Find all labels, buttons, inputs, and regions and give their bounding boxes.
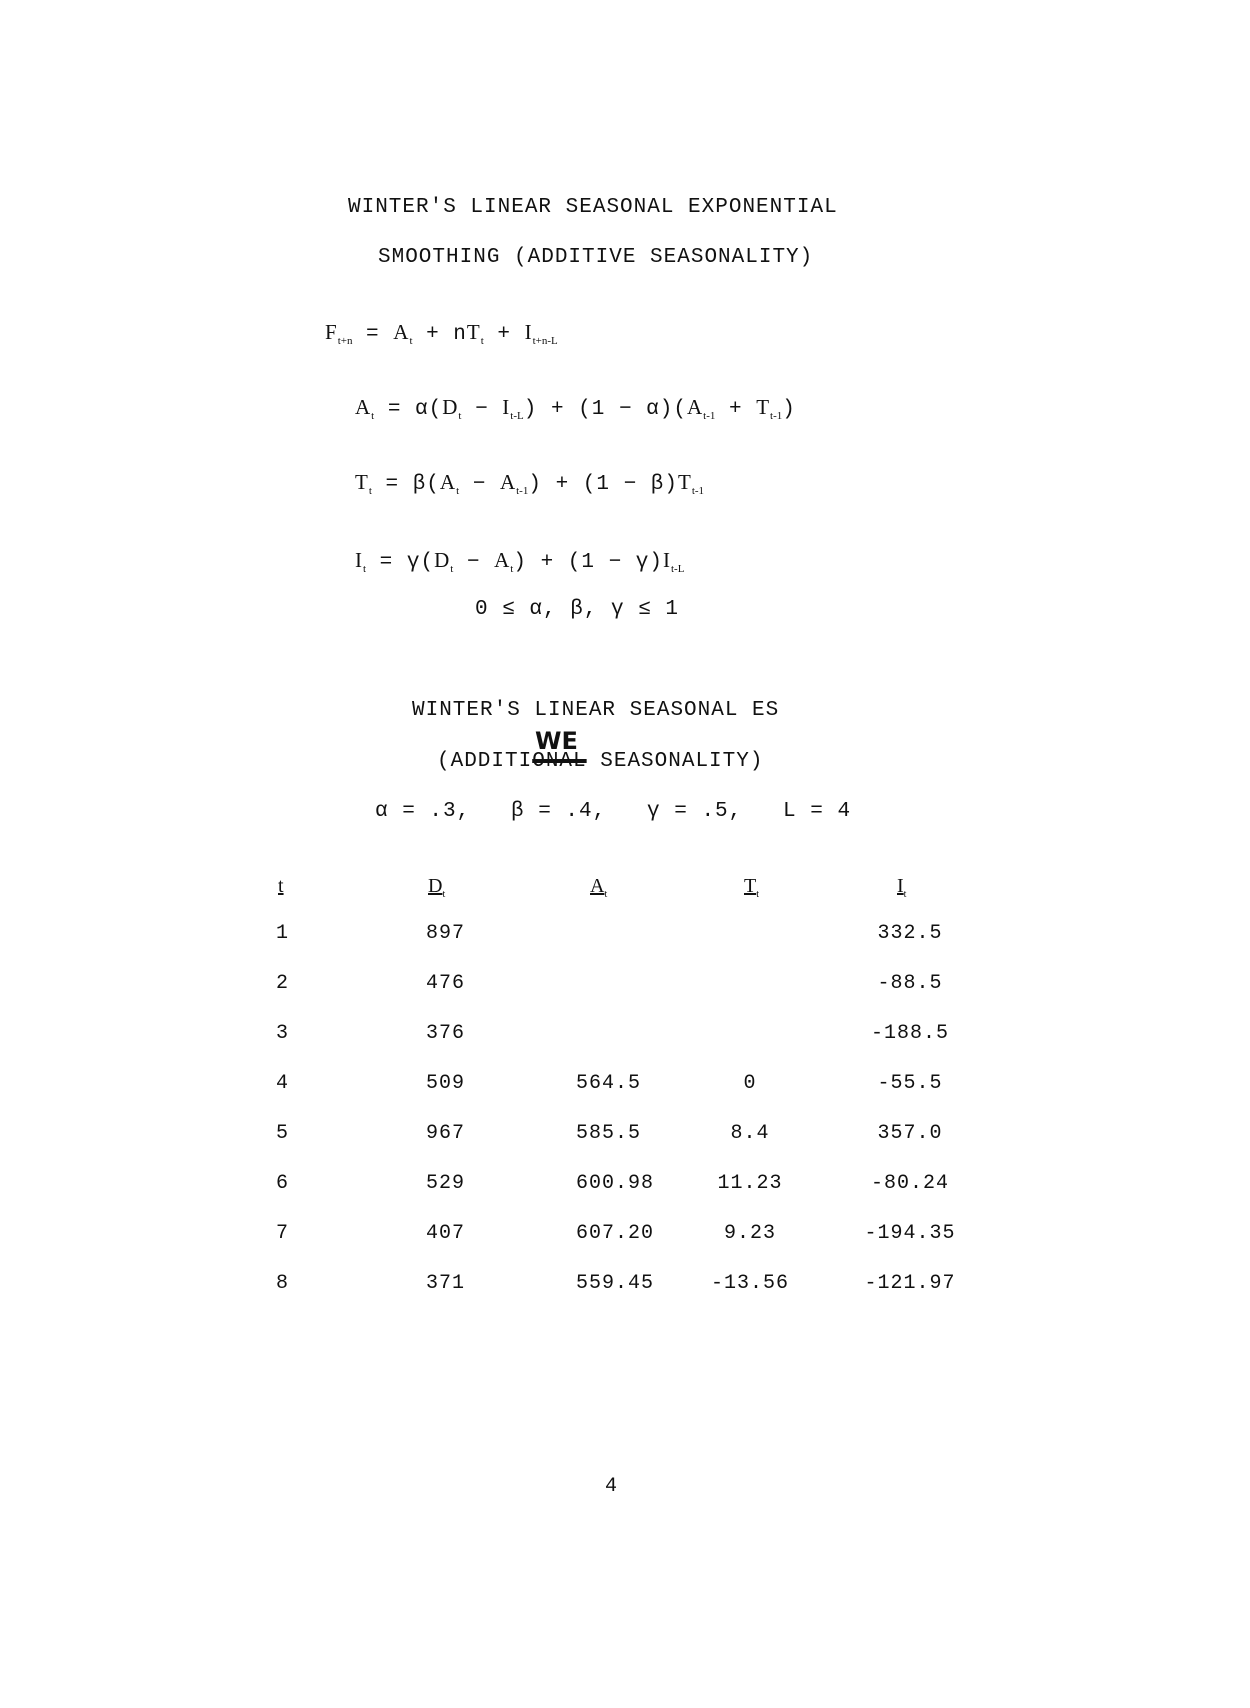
cell-d: 509	[426, 1072, 466, 1095]
cell-i: -55.5	[877, 1072, 943, 1095]
cell-a: 585.5	[576, 1122, 642, 1145]
table-title-line-1: WINTER'S LINEAR SEASONAL ES	[412, 699, 780, 722]
cell-t: 3	[276, 1022, 290, 1045]
title-line-2: SMOOTHING (ADDITIVE SEASONALITY)	[378, 246, 814, 269]
header-t-trend: $T_t$	[744, 875, 759, 900]
seasonal-equation: $I_t = \gamma(D_t - A_t) + (1 - \gamma)I_{t-L}$	[355, 548, 685, 576]
header-i: $I_t$	[897, 875, 907, 900]
header-a: $A_t$	[590, 875, 608, 900]
trend-equation: $T_t = \beta(A_t - A_{t-1}) + (1 - \beta)T_{t-1}$	[355, 470, 705, 498]
cell-d: 897	[426, 922, 466, 945]
constraint-equation: 0 ≤ α, β, γ ≤ 1	[475, 598, 680, 621]
cell-d: 529	[426, 1172, 466, 1195]
cell-i: 332.5	[877, 922, 943, 945]
cell-t: 11.23	[717, 1172, 783, 1195]
cell-i: -121.97	[864, 1272, 956, 1295]
table-title-line-2: (ADDITIONAL SEASONALITY)	[437, 750, 764, 773]
cell-t: -13.56	[710, 1272, 789, 1295]
struck-text: ONAL	[532, 750, 587, 773]
cell-t: 1	[276, 922, 290, 945]
cell-d: 967	[426, 1122, 466, 1145]
forecast-equation: $F_{t+n} = A_t + nT_t + I_{t+n-L}$	[325, 320, 558, 348]
cell-t: 7	[276, 1222, 290, 1245]
cell-i: -88.5	[877, 972, 943, 995]
cell-t: 4	[276, 1072, 290, 1095]
handwritten-correction: WE	[535, 727, 578, 755]
title-line-1: WINTER'S LINEAR SEASONAL EXPONENTIAL	[348, 196, 838, 219]
cell-t: 0	[743, 1072, 757, 1095]
cell-d: 371	[426, 1272, 466, 1295]
cell-d: 476	[426, 972, 466, 995]
cell-t: 5	[276, 1122, 290, 1145]
cell-d: 407	[426, 1222, 466, 1245]
cell-i: -194.35	[864, 1222, 956, 1245]
cell-a: 607.20	[576, 1222, 655, 1245]
cell-i: -80.24	[870, 1172, 949, 1195]
level-equation: $A_t = \alpha(D_t - I_{t-L}) + (1 - \alpha)(A_{t-1} + T_{t-1})$	[355, 395, 796, 423]
cell-d: 376	[426, 1022, 466, 1045]
cell-t: 6	[276, 1172, 290, 1195]
header-d: $D_t$	[428, 875, 446, 900]
cell-a: 559.45	[576, 1272, 655, 1295]
cell-i: -188.5	[870, 1022, 949, 1045]
parameters-line: α = .3, β = .4, γ = .5, L = 4	[375, 800, 852, 823]
cell-t: 8	[276, 1272, 290, 1295]
cell-t: 2	[276, 972, 290, 995]
cell-i: 357.0	[877, 1122, 943, 1145]
cell-t: 8.4	[730, 1122, 770, 1145]
header-t: t	[278, 875, 284, 897]
page-number: 4	[605, 1475, 619, 1498]
cell-a: 600.98	[576, 1172, 655, 1195]
cell-a: 564.5	[576, 1072, 642, 1095]
cell-t: 9.23	[723, 1222, 776, 1245]
